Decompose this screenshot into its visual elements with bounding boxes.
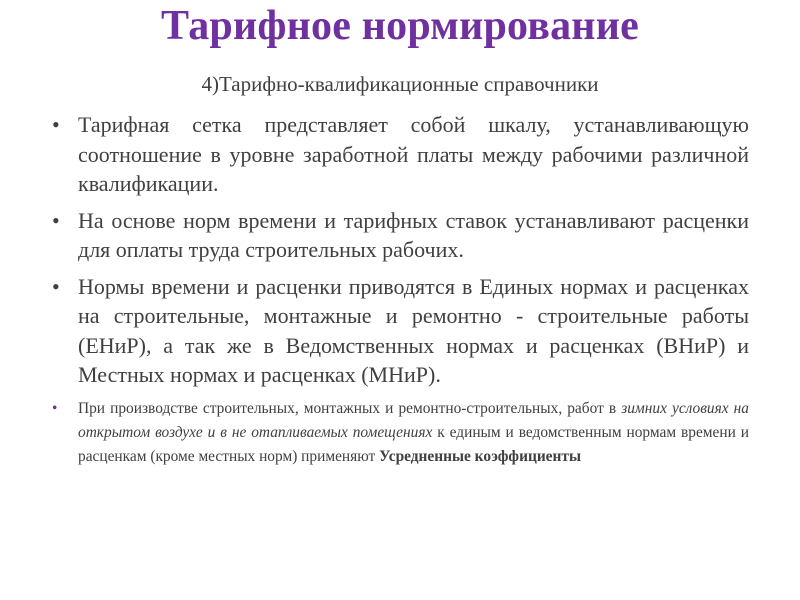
note-text-middle: к единым и ведомственным нормам времени и расценкам (кроме местных норм) применяют bbox=[78, 423, 749, 465]
bullet-item-winter-note bbox=[52, 397, 749, 469]
slide-title: Тарифное нормирование bbox=[161, 3, 639, 49]
bullet-marker: • bbox=[52, 207, 60, 233]
bullet-text: Тарифная сетка представляет собой шкалу, устанавливающую соотношение в уровне заработной платы между рабочими различной квалификации. bbox=[78, 112, 749, 196]
bullet-text: На основе норм времени и тарифных ставок устанавливают расценки для оплаты труда строительных рабочих. bbox=[78, 207, 749, 262]
bullet-item-rates bbox=[52, 206, 749, 265]
note-text-start: При производстве строительных, монтажных и ремонтно-строительных, работ в bbox=[78, 399, 622, 417]
bullet-marker: • bbox=[52, 399, 58, 417]
bullet-list bbox=[52, 110, 749, 476]
note-text-italic: зимних условиях на открытом воздухе и в не отапливаемых помещениях bbox=[78, 399, 750, 441]
bullet-marker: • bbox=[52, 112, 60, 137]
note-text bbox=[78, 400, 749, 465]
slide-subtitle: 4)Тарифно-квалификационные справочники bbox=[201, 72, 599, 96]
bullet-marker: • bbox=[52, 273, 60, 299]
note-text-bold: Усредненные коэффициенты bbox=[379, 447, 581, 465]
bullet-text: Нормы времени и расценки приводятся в Единых нормах и расценках на строительные, монтажные и ремонтно - строительные работы (ЕНиР), а так же в Ведомственных нормах и расценках (ВНиР) и Местных нормах и расценках (МНиР). bbox=[78, 273, 749, 387]
bullet-item-norms bbox=[52, 272, 749, 390]
bullet-item-pay-scale bbox=[52, 110, 749, 199]
